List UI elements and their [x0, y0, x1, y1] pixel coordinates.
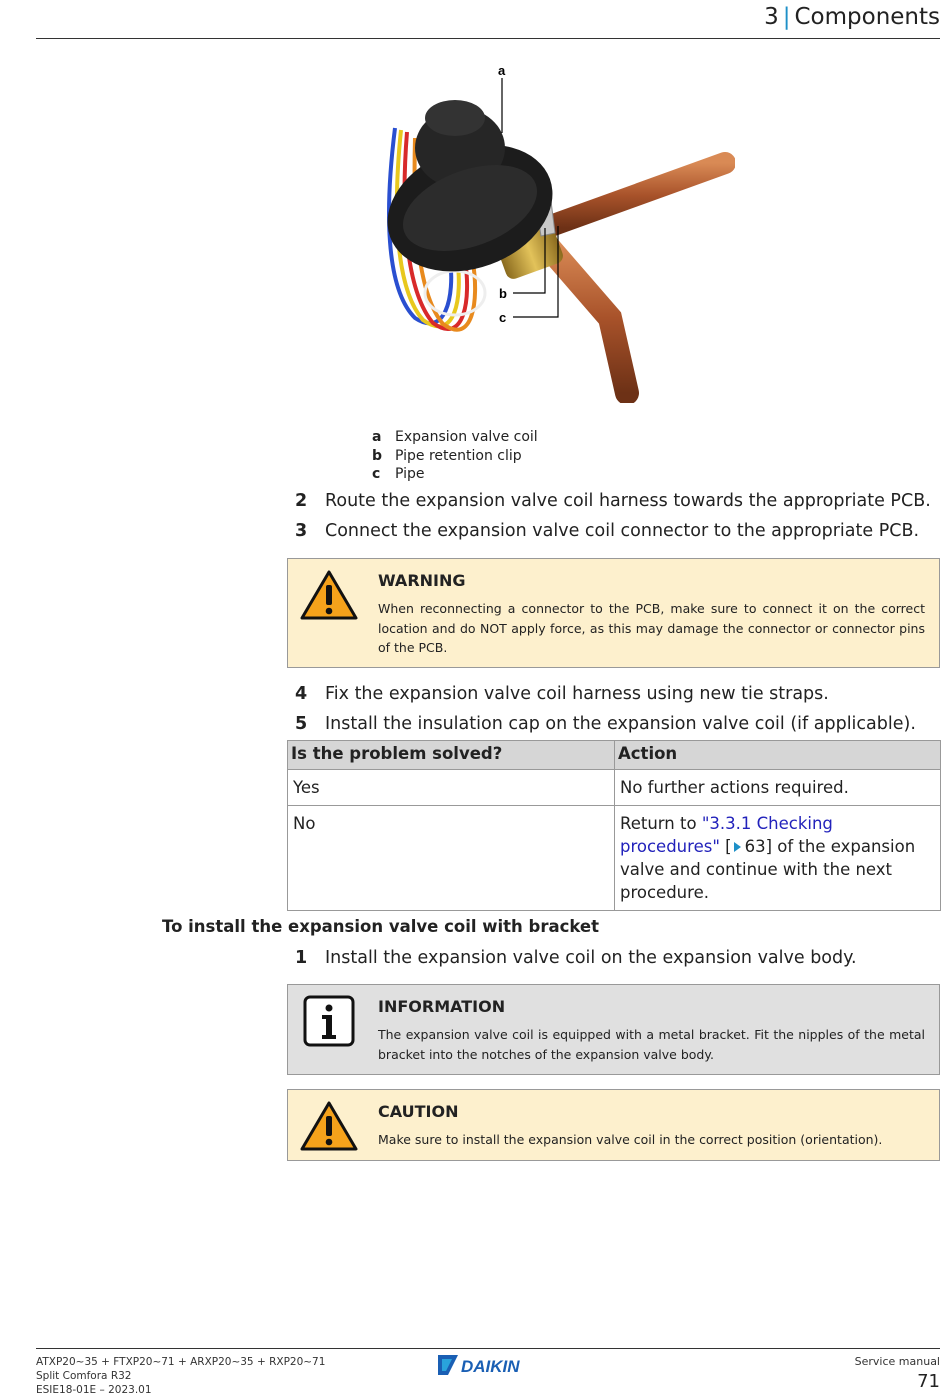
information-title: INFORMATION	[378, 997, 506, 1016]
step-item: 3 Connect the expansion valve coil connector to the appropriate PCB.	[295, 521, 920, 541]
problem-solved-table	[287, 740, 941, 911]
table-row	[288, 770, 941, 806]
cross-reference-link[interactable]: "3.3.1 Checking procedures"	[620, 814, 833, 856]
pipe-upper	[545, 163, 725, 228]
step-item: 1 Install the expansion valve coil on the expansion valve body.	[295, 948, 857, 968]
pipe-lower	[545, 243, 627, 393]
caution-title: CAUTION	[378, 1102, 459, 1121]
page-footer	[36, 1348, 940, 1396]
table-cell: No	[288, 806, 615, 911]
legend-item: b Pipe retention clip	[372, 447, 522, 464]
information-icon	[300, 995, 358, 1047]
page-header	[36, 0, 940, 39]
footer-series: Split Comfora R32	[36, 1370, 132, 1382]
section-subheading: To install the expansion valve coil with bracket	[162, 917, 600, 936]
page-ref-arrow-icon	[733, 841, 742, 853]
callout-a: a	[498, 63, 506, 78]
header-separator: |	[782, 4, 791, 30]
step-item: 4 Fix the expansion valve coil harness using new tie straps.	[295, 684, 829, 704]
legend-item: c Pipe	[372, 466, 425, 482]
legend-item: a Expansion valve coil	[372, 429, 538, 445]
table-cell: Yes	[288, 770, 615, 806]
chapter-title	[764, 4, 940, 30]
chapter-number: 3	[764, 4, 779, 30]
footer-document-info	[36, 1355, 325, 1397]
caution-triangle-icon	[300, 1100, 358, 1152]
footer-models: ATXP20~35 + FTXP20~71 + ARXP20~35 + RXP20~71	[36, 1356, 326, 1368]
svg-text:DAIKIN: DAIKIN	[461, 1357, 520, 1376]
column-header: Action	[615, 741, 941, 770]
callout-c: c	[499, 310, 507, 325]
information-box	[287, 984, 940, 1075]
footer-manual-type: Service manual	[854, 1355, 940, 1368]
page-number: 71	[917, 1371, 940, 1392]
warning-title: WARNING	[378, 571, 466, 590]
chapter-name: Components	[794, 4, 940, 30]
caution-box	[287, 1089, 940, 1161]
information-text: The expansion valve coil is equipped with a metal bracket. Fit the nipples of the metal bracket into the notches of the expansion valve body.	[378, 1027, 925, 1062]
warning-box	[287, 558, 940, 668]
step-item: 5 Install the insulation cap on the expansion valve coil (if applicable).	[295, 714, 916, 734]
warning-triangle-icon	[300, 569, 358, 621]
expansion-valve-photo	[355, 58, 735, 403]
warning-text: When reconnecting a connector to the PCB, make sure to connect it on the correct location and do NOT apply force, as this may damage the connector or connector pins of the PCB.	[378, 601, 925, 655]
callout-b: b	[499, 286, 507, 301]
column-header: Is the problem solved?	[288, 741, 615, 770]
table-cell: No further actions required.	[615, 770, 941, 806]
step-item: 2 Route the expansion valve coil harness towards the appropriate PCB.	[295, 491, 931, 511]
table-header-row	[288, 741, 941, 770]
footer-doc-id: ESIE18-01E – 2023.01	[36, 1384, 152, 1396]
table-cell: Return to "3.3.1 Checking procedures" [ 63] of the expansion valve and continue with the next procedure.	[615, 806, 941, 911]
daikin-logo	[436, 1353, 546, 1377]
caution-text: Make sure to install the expansion valve coil in the correct position (orientation).	[378, 1132, 883, 1147]
table-row	[288, 806, 941, 911]
figure-legend	[372, 428, 538, 484]
